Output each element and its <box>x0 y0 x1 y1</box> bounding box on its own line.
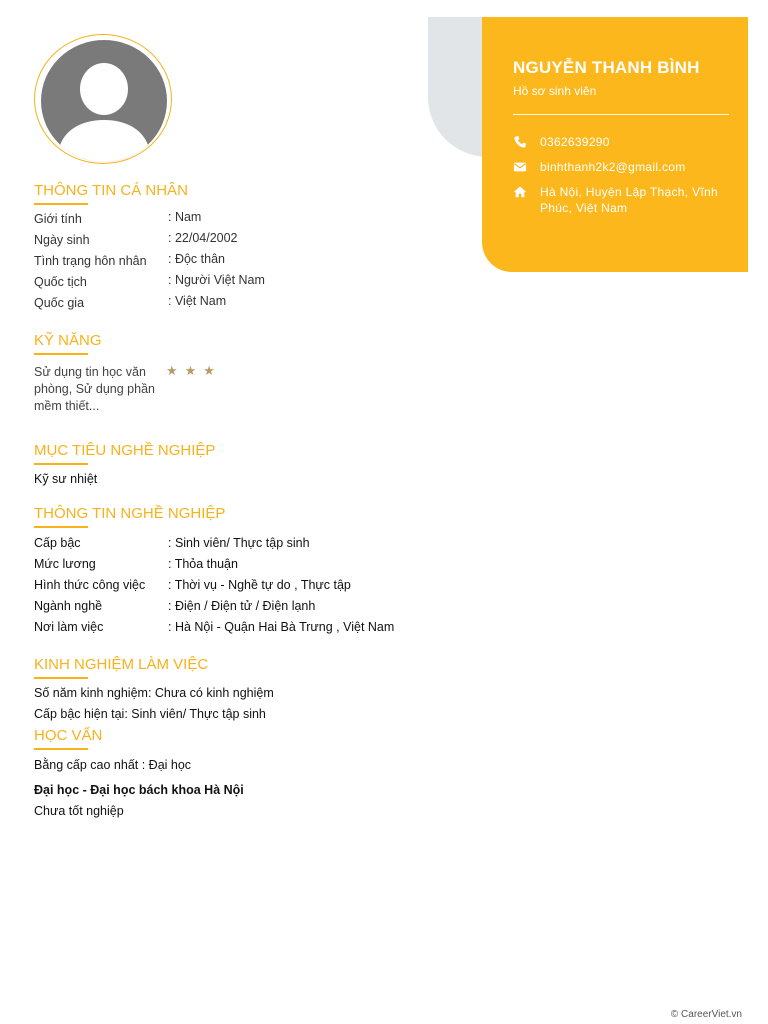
career-label-industry: Ngành nghề <box>34 599 103 613</box>
skill-rating-stars: ★★★ <box>166 363 222 378</box>
section-underline <box>34 748 88 750</box>
career-value-location: : Hà Nội - Quận Hai Bà Trưng , Việt Nam <box>168 620 395 634</box>
personal-label-country: Quốc gia <box>34 296 85 310</box>
section-title-skills: KỸ NĂNG <box>34 332 102 349</box>
experience-years: Số năm kinh nghiệm: Chưa có kinh nghiệm <box>34 686 274 700</box>
education-highest-degree: Bằng cấp cao nhất : Đại học <box>34 758 192 772</box>
personal-value-gender: : Nam <box>168 210 202 224</box>
personal-value-dob: : 22/04/2002 <box>168 231 238 245</box>
experience-current-level: Cấp bậc hiện tại: Sinh viên/ Thực tập sinh <box>34 707 266 721</box>
section-underline <box>34 353 88 355</box>
career-value-work-type: : Thời vụ - Nghề tự do , Thực tập <box>168 578 351 592</box>
career-value-salary: : Thỏa thuận <box>168 557 238 571</box>
section-title-career-goal: MỤC TIÊU NGHỀ NGHIỆP <box>34 442 216 459</box>
personal-label-gender: Giới tính <box>34 212 82 226</box>
career-label-work-type: Hình thức công việc <box>34 578 146 592</box>
education-school: Đại học - Đại học bách khoa Hà Nội <box>34 783 244 797</box>
section-title-personal: THÔNG TIN CÁ NHÂN <box>34 182 188 199</box>
career-value-industry: : Điện / Điện tử / Điện lạnh <box>168 599 316 613</box>
career-label-salary: Mức lương <box>34 557 96 571</box>
home-icon <box>513 185 527 199</box>
candidate-subtitle: Hồ sơ sinh viên <box>513 84 597 98</box>
section-title-career-info: THÔNG TIN NGHỀ NGHIỆP <box>34 505 226 522</box>
personal-value-marital: : Độc thân <box>168 252 225 266</box>
header-divider <box>513 114 729 115</box>
header-card <box>482 17 748 272</box>
email-text: binhthanh2k2@gmail.com <box>540 160 686 174</box>
skill-name: Sử dụng tin học văn phòng, Sử dụng phần mềm thiết... <box>34 365 155 413</box>
avatar <box>41 40 167 162</box>
career-value-level: : Sinh viên/ Thực tập sinh <box>168 536 310 550</box>
section-title-experience: KINH NGHIỆM LÀM VIỆC <box>34 656 209 673</box>
section-underline <box>34 677 88 679</box>
education-status: Chưa tốt nghiệp <box>34 804 124 818</box>
career-label-location: Nơi làm việc <box>34 620 104 634</box>
email-icon <box>513 160 527 174</box>
personal-label-marital: Tình trạng hôn nhân <box>34 254 147 268</box>
section-underline <box>34 203 88 205</box>
section-underline <box>34 526 88 528</box>
personal-value-country: : Việt Nam <box>168 294 227 308</box>
career-goal-text: Kỹ sư nhiệt <box>34 472 98 486</box>
section-title-education: HỌC VẤN <box>34 727 103 744</box>
personal-label-dob: Ngày sinh <box>34 233 90 247</box>
personal-value-nationality: : Người Việt Nam <box>168 273 265 287</box>
address-text: Hà Nội, Huyện Lập Thạch, Vĩnh Phúc, Việt Nam <box>540 185 718 215</box>
footer-copyright: © CareerViet.vn <box>670 1009 742 1020</box>
phone-icon <box>513 135 527 149</box>
section-underline <box>34 463 88 465</box>
phone-text: 0362639290 <box>540 135 610 149</box>
personal-label-nationality: Quốc tịch <box>34 275 87 289</box>
candidate-name: NGUYỄN THANH BÌNH <box>513 58 700 77</box>
career-label-level: Cấp bậc <box>34 536 81 550</box>
